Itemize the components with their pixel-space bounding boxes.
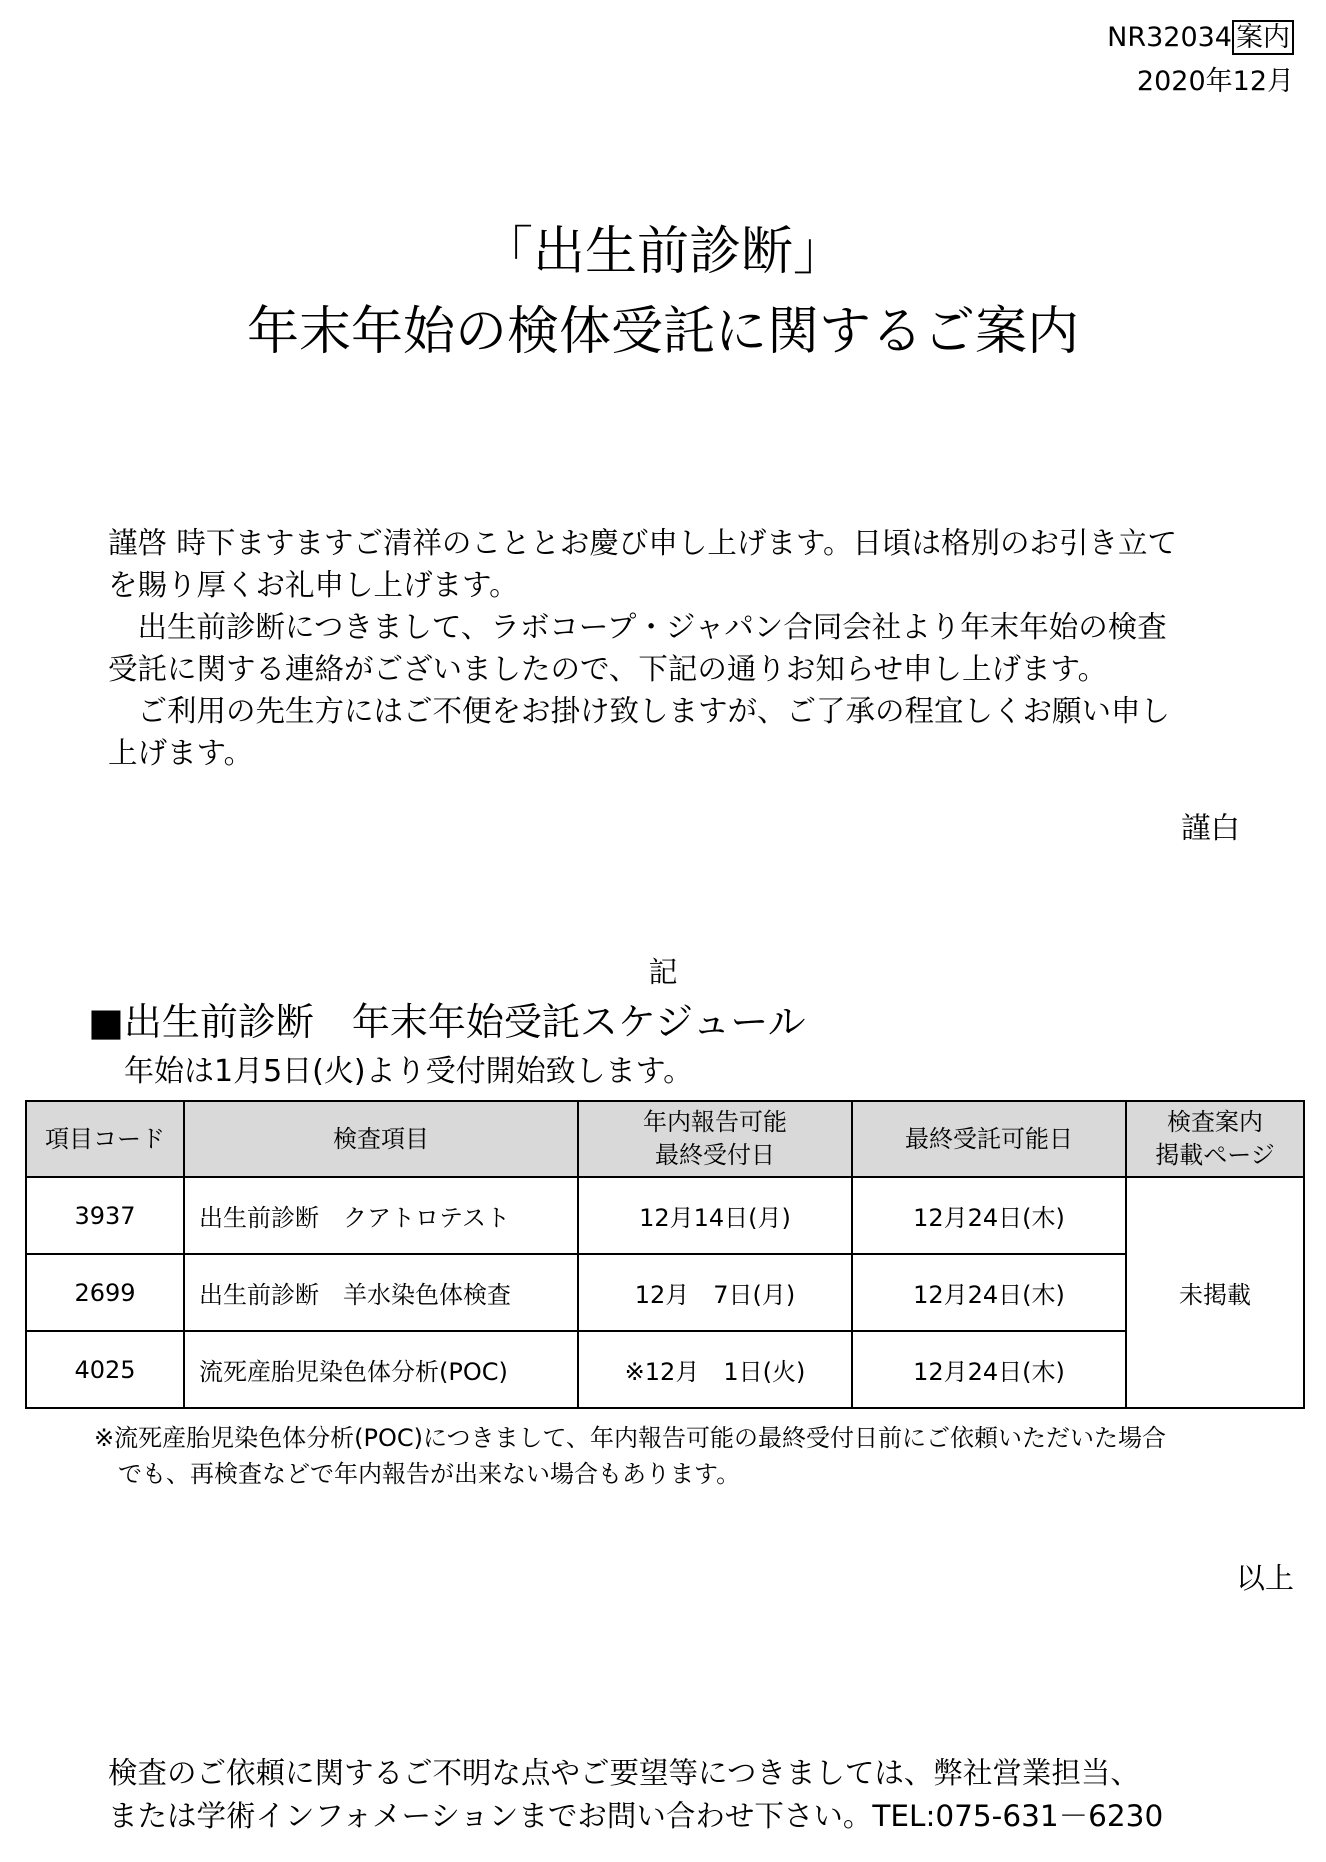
title-line-1: 「出生前診断」 <box>480 222 845 282</box>
header-deadline <box>578 1101 852 1177</box>
cell-final: 12月24日(木) <box>852 1331 1126 1408</box>
greeting-line: ご利用の先生方にはご不便をお掛け致しますが、ご了承の程宜しくお願い申し <box>108 694 1171 728</box>
header-page-line2: 掲載ページ <box>1155 1141 1275 1169</box>
header-final: 最終受託可能日 <box>852 1101 1126 1177</box>
table-row <box>26 1331 1304 1408</box>
cell-code: 4025 <box>26 1331 184 1408</box>
document-tag: 案内 <box>1232 20 1294 55</box>
cell-page: 未掲載 <box>1126 1177 1304 1408</box>
greeting-line: を賜り厚くお礼申し上げます。 <box>108 568 519 602</box>
cell-item: 出生前診断 羊水染色体検査 <box>184 1254 578 1331</box>
table-header-row <box>26 1101 1304 1177</box>
cell-item: 出生前診断 クアトロテスト <box>184 1177 578 1254</box>
header-deadline-line1: 年内報告可能 <box>643 1108 787 1136</box>
header-page <box>1126 1101 1304 1177</box>
schedule-title: ■出生前診断 年末年始受託スケジュール <box>88 1000 806 1044</box>
closing-ijo: 以上 <box>1235 1561 1294 1595</box>
greeting-line: 上げます。 <box>108 736 254 770</box>
header-item: 検査項目 <box>184 1101 578 1177</box>
contact-info <box>108 1752 1163 1838</box>
cell-deadline: ※12月 1日(火) <box>578 1331 852 1408</box>
ki-heading: 記 <box>648 955 678 989</box>
table-row <box>26 1177 1304 1254</box>
table-row <box>26 1254 1304 1331</box>
contact-line: 検査のご依頼に関するご不明な点やご要望等につきましては、弊社営業担当、 <box>108 1756 1140 1790</box>
greeting-body <box>108 522 1248 774</box>
cell-deadline: 12月14日(月) <box>578 1177 852 1254</box>
schedule-table <box>25 1100 1305 1409</box>
note-line: ※流死産胎児染色体分析(POC)につきまして、年内報告可能の最終受付日前にご依頼いただいた場合 <box>94 1424 1166 1452</box>
cell-final: 12月24日(木) <box>852 1177 1126 1254</box>
schedule-note <box>94 1420 1166 1492</box>
issue-date: 2020年12月 <box>1136 66 1294 97</box>
cell-code: 3937 <box>26 1177 184 1254</box>
document-number-text: NR32034 <box>1107 22 1232 53</box>
greeting-line: 受託に関する連絡がございましたので、下記の通りお知らせ申し上げます。 <box>108 652 1108 686</box>
contact-line: または学術インフォメーションまでお問い合わせ下さい。TEL:075-631－6230 <box>108 1799 1164 1833</box>
header-deadline-line2: 最終受付日 <box>655 1141 775 1169</box>
schedule-subtitle: 年始は1月5日(火)より受付開始致します。 <box>124 1054 694 1089</box>
greeting-line: 出生前診断につきまして、ラボコープ・ジャパン合同会社より年末年始の検査 <box>108 610 1167 644</box>
note-line: でも、再検査などで年内報告が出来ない場合もあります。 <box>94 1460 741 1488</box>
greeting-line: 謹啓 時下ますますご清祥のこととお慶び申し上げます。日頃は格別のお引き立て <box>108 526 1178 560</box>
cell-final: 12月24日(木) <box>852 1254 1126 1331</box>
document-number <box>1107 22 1294 54</box>
cell-code: 2699 <box>26 1254 184 1331</box>
cell-item: 流死産胎児染色体分析(POC) <box>184 1331 578 1408</box>
header-code: 項目コード <box>26 1101 184 1177</box>
title-line-2: 年末年始の検体受託に関するご案内 <box>246 302 1079 362</box>
closing-kinpaku: 謹白 <box>1180 811 1240 845</box>
header-page-line1: 検査案内 <box>1167 1108 1263 1136</box>
cell-deadline: 12月 7日(月) <box>578 1254 852 1331</box>
